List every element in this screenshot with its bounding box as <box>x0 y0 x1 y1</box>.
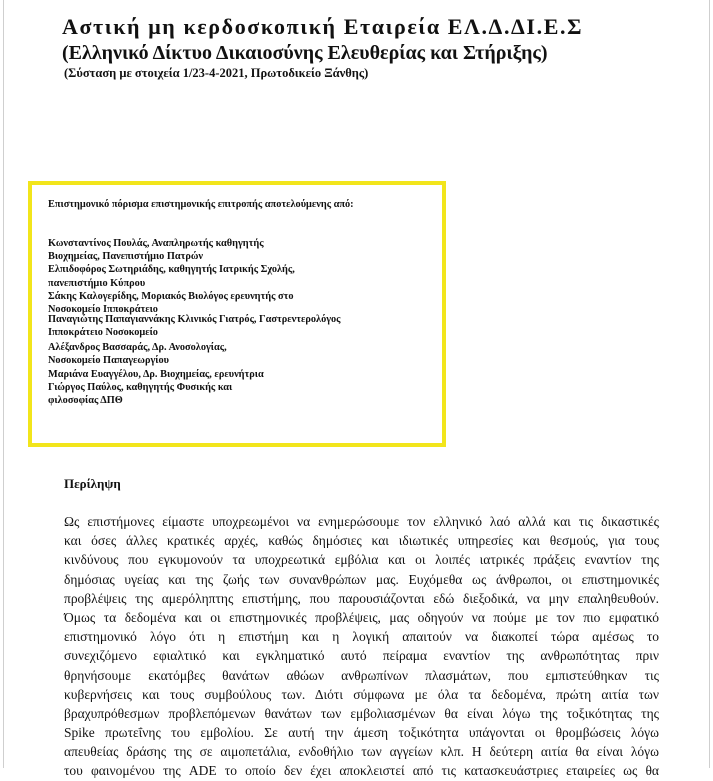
committee-line: πανεπιστήμιο Κύπρου <box>48 277 146 289</box>
summary-line: και όσες άλλες κρατικές αρχές, καθώς δημόσιες και ιδιωτικές υπηρεσίες και θεσμούς, για τους <box>64 533 659 549</box>
summary-body <box>64 512 659 781</box>
summary-line: προβλέψεις της αμερόληπτης επιστήμης, που παρουσιάζονται εδώ διεξοδικά, να μην επαληθευθούν. <box>64 590 659 606</box>
committee-line: Νοσοκομείο Παπαγεωργίου <box>48 355 169 367</box>
document-header <box>62 14 682 81</box>
organization-title: Αστική μη κερδοσκοπική Εταιρεία ΕΛ.Δ.ΔΙ.Ε.Σ <box>62 14 584 39</box>
committee-box <box>28 181 446 447</box>
summary-line: του φαινομένου της ADE το οποίο δεν έχει αποκλειστεί από τις κατασκευάστριες εταιρείες ως θα <box>64 763 659 779</box>
summary-line: δημόσιας υγείας και της ζωής των συνανθρώπων μας. Ευχόμεθα ως άνθρωποι, οι επιστημονικές <box>64 571 659 587</box>
committee-line: Αλέξανδρος Βασσαράς, Δρ. Ανοσολογίας, <box>48 342 227 354</box>
summary-heading: Περίληψη <box>64 476 121 491</box>
committee-heading: Επιστημονικό πόρισμα επιστημονικής επιτροπής αποτελούμενης από: <box>48 199 354 210</box>
summary-line: απευθείας δράσης της σε αιμοπετάλια, ενδοθήλιο των αγγείων κλπ. Η δεύτερη αιτία θα είναι λόγω <box>64 744 659 760</box>
committee-line: Ελπιδοφόρος Σωτηριάδης, καθηγητής Ιατρικής Σχολής, <box>48 264 295 276</box>
summary-line: Όμως τα δεδομένα και οι επιστημονικές προβλέψεις, μας οδηγούν να πούμε με τον πιο εμφατικό <box>64 609 659 625</box>
summary-line: θρηνήσουμε εκατόμβες θανάτων αθώων ανθρωπίνων πλασμάτων, που εμπιστεύθηκαν τις <box>64 667 659 683</box>
committee-member-list <box>48 237 341 407</box>
committee-line: Κωνσταντίνος Πουλάς, Αναπληρωτής καθηγητής <box>48 238 264 249</box>
committee-line: Μαριάνα Ευαγγέλου, Δρ. Βιοχημείας, ερευνήτρια <box>48 368 264 380</box>
committee-line: Βιοχημείας, Πανεπιστήμιο Πατρών <box>48 251 204 263</box>
summary-line: κυβερνήσεις και τους συμβούλους των. Διότι σύμφωνα με όλα τα δεδομένα, πρώτη αιτία των <box>64 686 659 702</box>
committee-line: Σάκης Καλογερίδης, Μοριακός Βιολόγος ερευνητής στο <box>48 290 294 302</box>
committee-line: Παναγιώτης Παπαγιαννάκης Κλινικός Γιατρός, Γαστρεντερολόγος <box>48 314 341 326</box>
committee-line: Ιπποκράτειο Νοσοκομείο <box>48 326 158 338</box>
summary-line: Spike πρωτεΐνης του εμβολίου. Σε αυτή την άμεση τοξικότητα υπάγονται οι θρομβώσεις λόγω <box>64 725 659 741</box>
page-edge-right <box>709 0 710 768</box>
summary-line: συνεχιζόμενο εφιαλτικό και εγκληματικό αυτό πείραμα εναντίον της ανθρωπότητας πριν <box>64 648 659 664</box>
summary-line: κινδύνους που εγκυμονούν τα υποχρεωτικά εμβόλια και οι λοιπές ιατρικές πράξεις εναντίον της <box>64 552 659 568</box>
committee-line: φιλοσοφίας ΔΠΘ <box>48 395 123 407</box>
summary-line: Ως επιστήμονες είμαστε υποχρεωμένοι να ενημερώσουμε τον ελληνικό λαό αλλά και τις δικαστικές <box>64 514 659 529</box>
committee-line: Γιώργος Παύλος, καθηγητής Φυσικής και <box>48 381 233 393</box>
registration-note: (Σύσταση με στοιχεία 1/23-4-2021, Πρωτοδικείο Ξάνθης) <box>64 66 369 80</box>
summary-line: βραχυπρόθεσμων προβλεπόμενων θανάτων των εμβολιασμένων θα είναι λόγω της τοξικότητας της <box>64 705 659 721</box>
organization-subtitle: (Ελληνικό Δίκτυο Δικαιοσύνης Ελευθερίας και Στήριξης) <box>62 42 548 64</box>
summary-line: επιστημονικό λόγο ότι η επιστήμη και η λογική απαιτούν να διακοπεί τώρα αμέσως το <box>64 629 659 645</box>
page-edge-left <box>3 0 4 768</box>
committee-line: Νοσοκομείο Ιπποκράτειο <box>48 304 158 316</box>
